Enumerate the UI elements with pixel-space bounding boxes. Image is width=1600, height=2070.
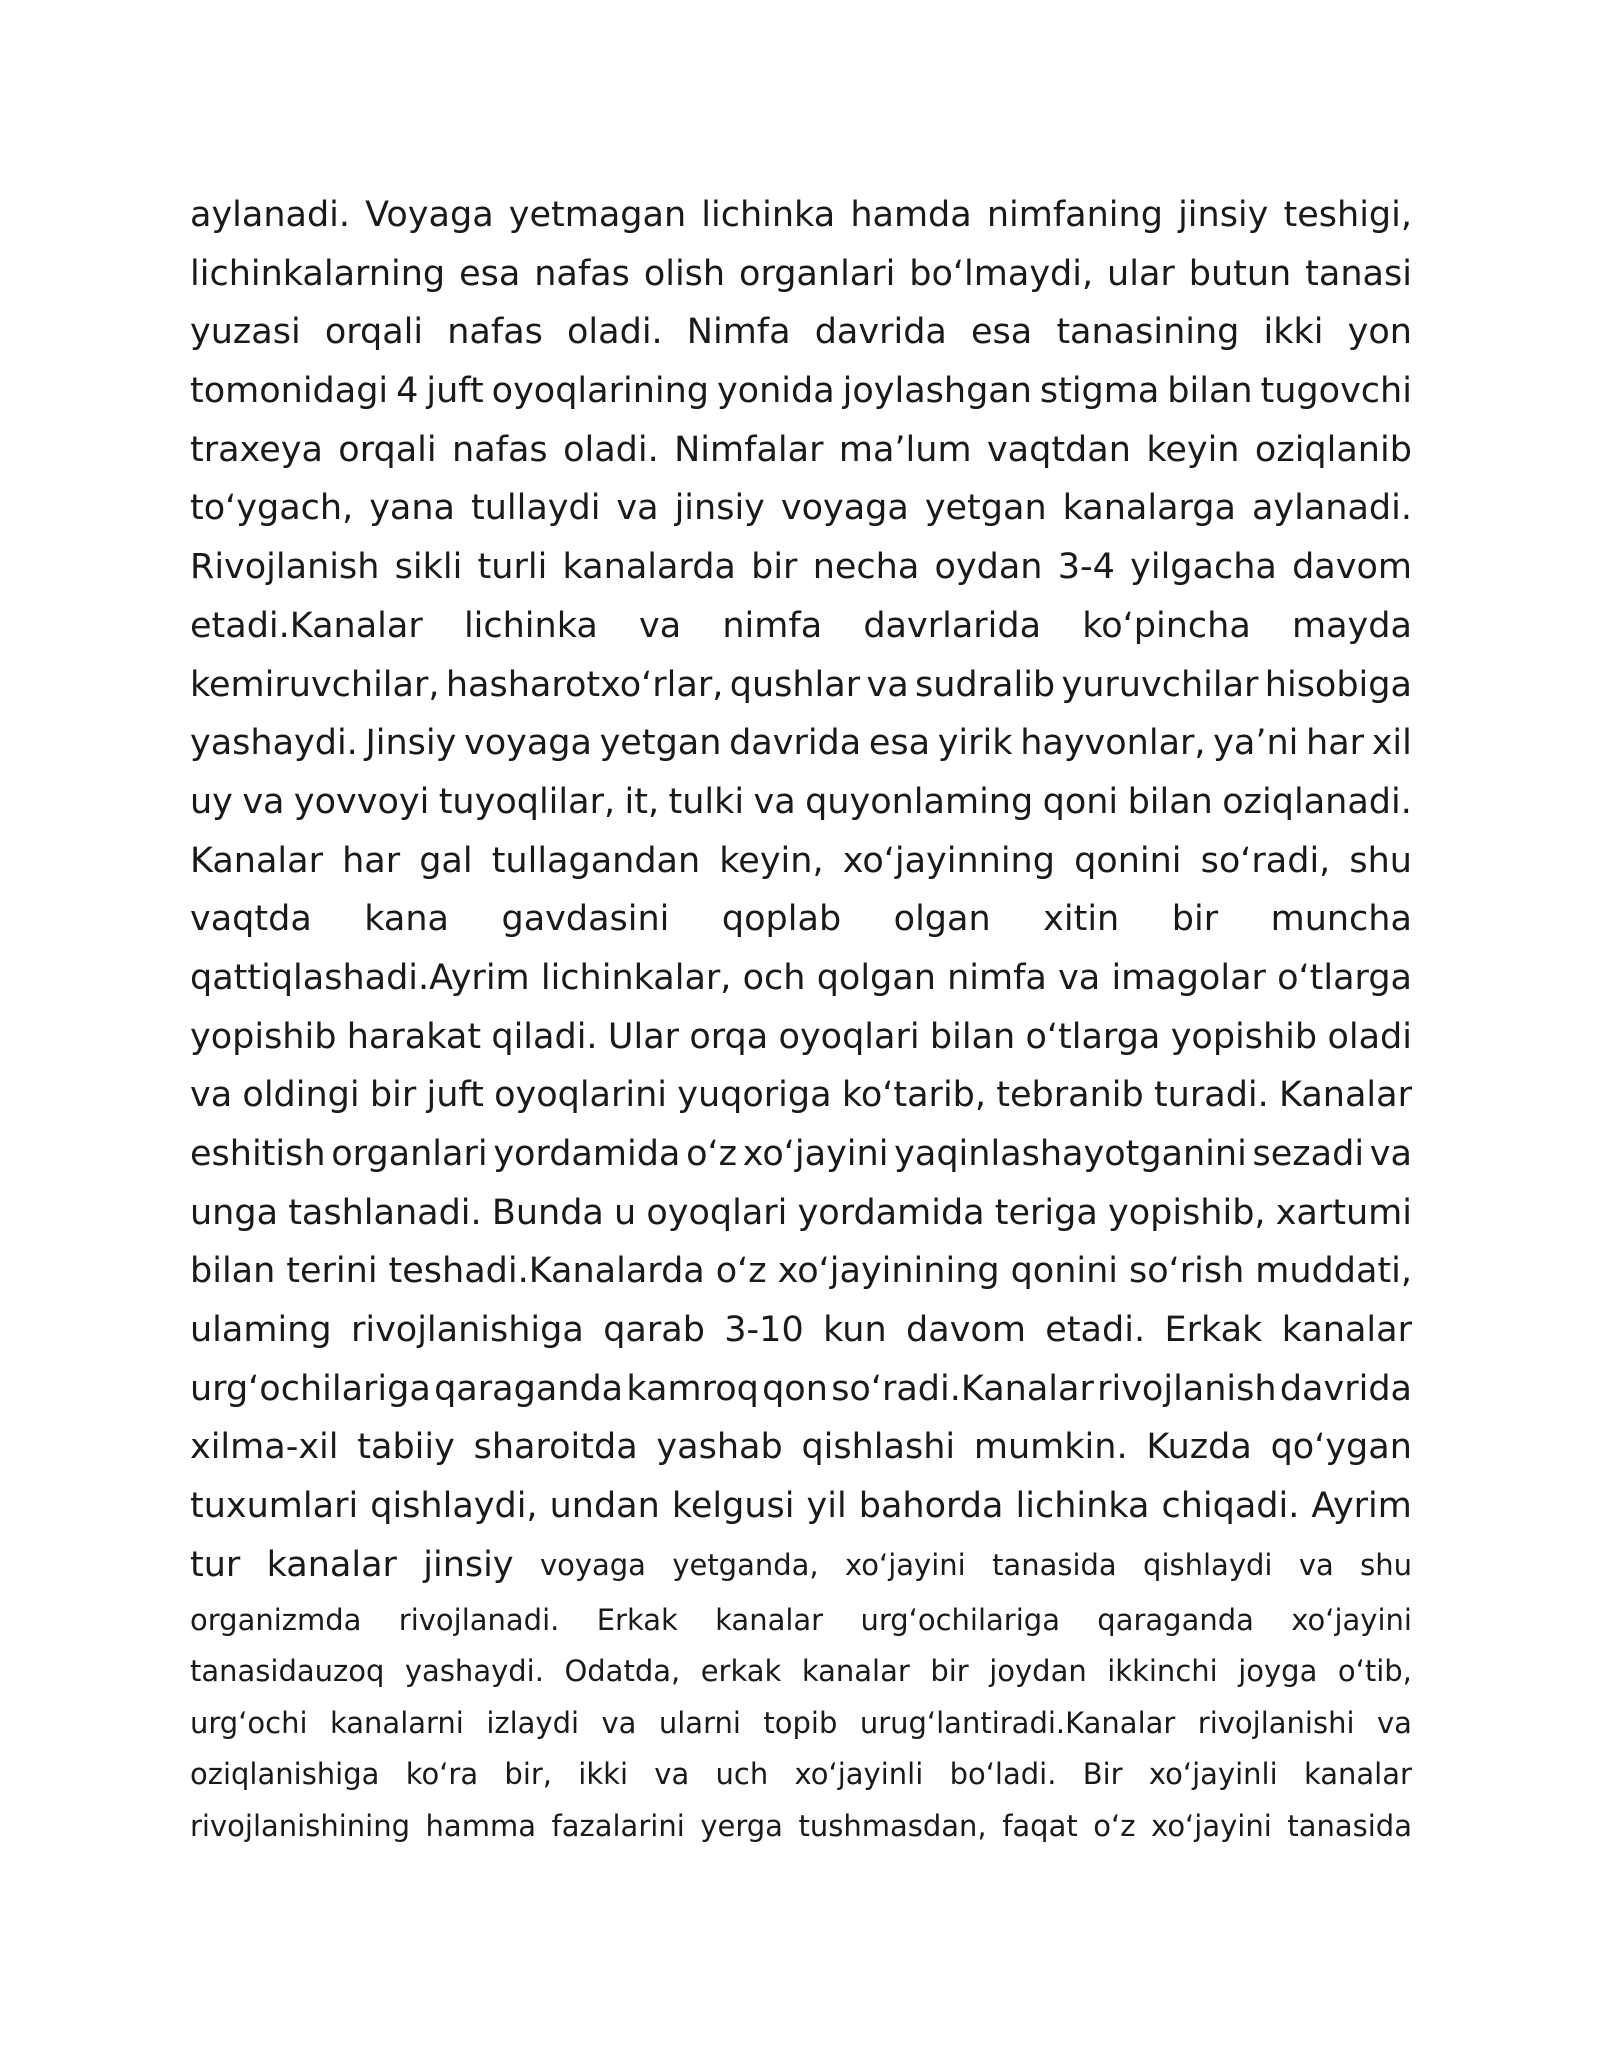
word: yetgan bbox=[599, 723, 722, 764]
text-line bbox=[190, 479, 1412, 538]
word: kanalarda bbox=[562, 547, 736, 588]
word: 4 bbox=[396, 371, 419, 412]
word: kanalar bbox=[715, 1602, 824, 1637]
word: aylanadi. bbox=[190, 195, 351, 235]
word: bilan bbox=[1127, 781, 1213, 822]
word: 3-4 bbox=[1057, 547, 1115, 588]
word: voyaga bbox=[464, 723, 592, 764]
word: teshigi, bbox=[1283, 195, 1412, 235]
word: esa bbox=[868, 723, 931, 764]
word: urgʻochilariga bbox=[190, 1368, 431, 1409]
word: sudralib bbox=[915, 664, 1056, 705]
word: oyoqlarining bbox=[491, 371, 710, 412]
word: lichinka bbox=[701, 195, 836, 235]
word: va bbox=[190, 1075, 233, 1116]
word: jinsiy bbox=[1178, 195, 1269, 235]
word: unga bbox=[190, 1192, 279, 1233]
word: qon bbox=[762, 1368, 828, 1409]
word: fazalarini bbox=[551, 1808, 685, 1843]
word: Kuzda bbox=[1146, 1427, 1252, 1468]
text-line bbox=[190, 362, 1412, 421]
word: keyin, bbox=[719, 840, 824, 881]
word: muddati, bbox=[1255, 1251, 1412, 1292]
body-text bbox=[190, 186, 1412, 1852]
text-line bbox=[190, 1301, 1412, 1360]
word: va bbox=[1298, 1547, 1334, 1582]
word: tullaydi bbox=[470, 488, 601, 529]
word: yashaydi. bbox=[404, 1654, 544, 1688]
word: Rivojlanish bbox=[190, 547, 380, 588]
word: tugovchi bbox=[1260, 371, 1412, 412]
word: oziqlanib bbox=[1254, 429, 1412, 470]
word: qonini bbox=[1010, 1251, 1119, 1292]
text-line bbox=[190, 1360, 1412, 1419]
word: tanasi bbox=[1305, 253, 1412, 294]
word: kun bbox=[823, 1310, 887, 1351]
word: chiqadi. bbox=[1161, 1486, 1300, 1527]
text-line bbox=[190, 1749, 1412, 1801]
word: tushmasdan, bbox=[798, 1808, 987, 1843]
word: oladi bbox=[1327, 1016, 1412, 1057]
word: toʻygach, bbox=[190, 488, 354, 529]
word: tebranib bbox=[996, 1075, 1144, 1116]
word: teriga bbox=[994, 1192, 1098, 1233]
word: yopishib, bbox=[1107, 1192, 1266, 1233]
word: qattiqlashadi.Ayrim bbox=[190, 957, 530, 998]
word: va bbox=[1376, 1705, 1412, 1740]
word: davom bbox=[906, 1310, 1026, 1351]
word: ma’lum bbox=[838, 429, 972, 470]
text-line bbox=[190, 714, 1412, 773]
word: soʻradi.Kanalar bbox=[831, 1368, 1094, 1409]
word: kanalar bbox=[801, 1654, 910, 1688]
word: xoʻjayini bbox=[742, 1134, 889, 1174]
word: oldingi bbox=[242, 1075, 360, 1116]
word: Ular bbox=[607, 1016, 680, 1057]
word: ularni bbox=[658, 1705, 741, 1740]
word: xoʻjayini bbox=[845, 1547, 966, 1582]
word: rivojlanishi bbox=[1197, 1705, 1355, 1740]
word: qarab bbox=[603, 1310, 705, 1351]
word: nimfaning bbox=[986, 195, 1163, 235]
word: bilan bbox=[1167, 371, 1253, 412]
word: yashab bbox=[656, 1427, 783, 1468]
word: oladi. bbox=[567, 312, 663, 353]
word: vaqtda bbox=[190, 899, 312, 940]
word: etadi.Kanalar bbox=[190, 605, 423, 646]
word: yilgacha bbox=[1130, 547, 1277, 588]
word: sezadi bbox=[1252, 1134, 1365, 1174]
word: turadi. bbox=[1153, 1075, 1269, 1116]
word: Jinsiy bbox=[365, 723, 457, 764]
word: yordamida bbox=[493, 1134, 681, 1174]
word: organlari bbox=[739, 253, 896, 294]
word: orqali bbox=[324, 312, 424, 353]
word: kamroq bbox=[626, 1368, 759, 1409]
word: ikki bbox=[578, 1757, 628, 1791]
word: xilma-xil bbox=[190, 1427, 339, 1468]
word: voyaga bbox=[539, 1547, 646, 1582]
word: qoni bbox=[1042, 781, 1119, 822]
word: tuyoqlilar, bbox=[438, 781, 616, 822]
word: xartumi bbox=[1275, 1192, 1412, 1233]
word: oyoqlari bbox=[778, 1016, 920, 1057]
word: kanalar bbox=[266, 1544, 397, 1585]
word: va bbox=[639, 605, 682, 646]
word: davrida bbox=[729, 723, 862, 764]
word: urgʻochilariga bbox=[860, 1602, 1060, 1637]
word: bir bbox=[369, 1075, 417, 1116]
word: erkak bbox=[700, 1654, 782, 1688]
word: yirik bbox=[937, 723, 1013, 764]
word: Nimfalar bbox=[674, 429, 824, 470]
text-line bbox=[190, 1008, 1412, 1067]
word: Bunda bbox=[491, 1192, 604, 1233]
word: Voyaga bbox=[365, 195, 494, 235]
word: gal bbox=[419, 840, 473, 881]
word: jinsiy bbox=[423, 1544, 514, 1585]
word: qoʻygan bbox=[1270, 1427, 1412, 1468]
word: joylashgan bbox=[842, 371, 1032, 412]
word: shu bbox=[1360, 1547, 1412, 1582]
word: Bir bbox=[1082, 1757, 1123, 1791]
text-line bbox=[190, 421, 1412, 480]
word: yaqinlashayotganini bbox=[894, 1134, 1247, 1174]
word: tanasida bbox=[1287, 1808, 1412, 1843]
word: tulki bbox=[668, 781, 745, 822]
word: kanalarga bbox=[1062, 488, 1236, 529]
word: bir bbox=[751, 547, 798, 588]
word: ikkinchi bbox=[1107, 1654, 1218, 1688]
word: orqa bbox=[689, 1016, 769, 1057]
word: necha bbox=[812, 547, 920, 588]
word: quyonlaming bbox=[805, 781, 1034, 822]
word: stigma bbox=[1039, 371, 1160, 412]
paragraph-small-text bbox=[190, 1595, 1412, 1853]
text-line bbox=[190, 1477, 1412, 1536]
word: oʻz bbox=[686, 1134, 738, 1174]
word: turli bbox=[477, 547, 548, 588]
word: undan bbox=[549, 1486, 660, 1527]
word: boʻladi. bbox=[949, 1757, 1057, 1791]
word: yetmagan bbox=[508, 195, 687, 235]
word: xoʻjayinning bbox=[842, 840, 1055, 881]
text-line bbox=[190, 1242, 1412, 1301]
text-line bbox=[190, 1184, 1412, 1243]
word: harakat bbox=[346, 1016, 482, 1057]
word: tomonidagi bbox=[190, 371, 389, 412]
word: esa bbox=[970, 312, 1033, 353]
word: soʻrish bbox=[1128, 1251, 1245, 1292]
word: lichinkalarning bbox=[190, 253, 446, 294]
word: mayda bbox=[1292, 605, 1412, 646]
text-line bbox=[190, 597, 1412, 656]
word: izlaydi bbox=[486, 1705, 580, 1740]
word: hasharotxoʻrlar, bbox=[445, 664, 724, 705]
word: 3-10 bbox=[724, 1310, 804, 1351]
word: hamda bbox=[850, 195, 972, 235]
word: hisobiga bbox=[1264, 664, 1412, 705]
word: oladi. bbox=[563, 429, 659, 470]
word: kemiruvchilar, bbox=[190, 664, 440, 705]
text-line bbox=[190, 890, 1412, 949]
word: juft bbox=[426, 1075, 484, 1116]
word: yuzasi bbox=[190, 312, 301, 353]
word: har bbox=[342, 840, 401, 881]
text-line bbox=[190, 303, 1412, 362]
word: lichinkalar, bbox=[540, 957, 732, 998]
word: bilan bbox=[929, 1016, 1016, 1057]
word: tashlanadi. bbox=[288, 1192, 482, 1233]
word: terini bbox=[286, 1251, 378, 1292]
word: bir bbox=[930, 1654, 969, 1688]
word: qaraganda bbox=[1097, 1602, 1254, 1637]
word: boʻlmaydi, bbox=[909, 253, 1094, 294]
word: organizmda bbox=[190, 1602, 362, 1637]
word: butun bbox=[1188, 253, 1292, 294]
word: nafas bbox=[534, 253, 630, 294]
word: oʻz bbox=[715, 1251, 767, 1292]
text-line bbox=[190, 1646, 1412, 1698]
word: qiladi. bbox=[491, 1016, 598, 1057]
text-line bbox=[190, 1595, 1412, 1647]
word: tanasining bbox=[1056, 312, 1240, 353]
word: vaqtdan bbox=[986, 429, 1131, 470]
word: yon bbox=[1347, 312, 1412, 353]
word: oziqlanishiga bbox=[190, 1757, 380, 1791]
word: yil bbox=[806, 1486, 847, 1527]
word: davom bbox=[1292, 547, 1412, 588]
word: oyoqlari bbox=[646, 1192, 788, 1233]
word: koʻra bbox=[405, 1757, 479, 1791]
word: hayvonlar, bbox=[1020, 723, 1206, 764]
text-line bbox=[190, 245, 1412, 304]
word: va bbox=[601, 1705, 637, 1740]
text-line bbox=[190, 773, 1412, 832]
word: joyga bbox=[1238, 1654, 1318, 1688]
word: sikli bbox=[394, 547, 463, 588]
word: xoʻjayinli bbox=[1148, 1757, 1278, 1791]
word: gavdasini bbox=[501, 899, 670, 940]
word: mumkin. bbox=[973, 1427, 1128, 1468]
word: Kanalar bbox=[190, 840, 323, 881]
word: kanalar bbox=[1303, 1757, 1412, 1791]
word: ya’ni bbox=[1213, 723, 1299, 764]
word: qoplab bbox=[721, 899, 842, 940]
word: oydan bbox=[934, 547, 1043, 588]
word: qishlaydi, bbox=[370, 1486, 538, 1527]
word: tanasida bbox=[992, 1547, 1117, 1582]
word: faqat bbox=[1002, 1808, 1078, 1843]
word: soʻradi, bbox=[1200, 840, 1331, 881]
word: va bbox=[242, 781, 285, 822]
word: xitin bbox=[1043, 899, 1120, 940]
word: och bbox=[742, 957, 806, 998]
word: Kanalar bbox=[1279, 1075, 1412, 1116]
word: xoʻjayini bbox=[1291, 1602, 1412, 1637]
word: koʻpincha bbox=[1082, 605, 1251, 646]
word: sharoitda bbox=[473, 1427, 638, 1468]
word: ikki bbox=[1263, 312, 1324, 353]
word: ular bbox=[1107, 253, 1175, 294]
word: har bbox=[1306, 723, 1365, 764]
word: it, bbox=[624, 781, 660, 822]
text-line bbox=[190, 538, 1412, 597]
text-line bbox=[190, 1698, 1412, 1750]
word: yetgan bbox=[924, 488, 1047, 529]
word: tuxumlari bbox=[190, 1486, 359, 1527]
word: etadi. bbox=[1045, 1310, 1146, 1351]
word: va bbox=[1058, 957, 1101, 998]
mixed-size-text-line bbox=[190, 1536, 1412, 1595]
text-line bbox=[190, 186, 1412, 245]
word: oziqlanadi. bbox=[1222, 781, 1412, 822]
word: davrida bbox=[1279, 1368, 1412, 1409]
word: traxeya bbox=[190, 429, 323, 470]
word: Erkak bbox=[1164, 1310, 1263, 1351]
word: uch bbox=[715, 1757, 769, 1791]
word: Nimfa bbox=[686, 312, 791, 353]
text-line bbox=[190, 1066, 1412, 1125]
word: tanasidauzoq bbox=[190, 1654, 385, 1688]
word: shu bbox=[1349, 840, 1412, 881]
word: urgʻochi bbox=[190, 1705, 308, 1740]
word: bilan bbox=[190, 1251, 276, 1292]
word: nimfa bbox=[722, 605, 823, 646]
word: davrlarida bbox=[863, 605, 1042, 646]
word: urugʻlantiradi.Kanalar bbox=[859, 1705, 1176, 1740]
word: yerga bbox=[700, 1808, 783, 1843]
word: davrida bbox=[814, 312, 947, 353]
word: yetganda, bbox=[672, 1547, 819, 1582]
word: joydan bbox=[989, 1654, 1087, 1688]
text-line bbox=[190, 1801, 1412, 1853]
word: yana bbox=[369, 488, 455, 529]
word: qaraganda bbox=[434, 1368, 624, 1409]
word: yuruvchilar bbox=[1061, 664, 1259, 705]
word: voyaga bbox=[780, 488, 909, 529]
word: xoʻjayinining bbox=[777, 1251, 1000, 1292]
word: va bbox=[753, 781, 796, 822]
word: bir bbox=[1171, 899, 1219, 940]
word: tabiiy bbox=[357, 1427, 455, 1468]
word: Odatda, bbox=[564, 1654, 681, 1688]
word: va bbox=[654, 1757, 690, 1791]
word: rivojlanishiga bbox=[350, 1310, 584, 1351]
word: keyin bbox=[1146, 429, 1240, 470]
word: esa bbox=[459, 253, 521, 294]
word: qishlaydi bbox=[1143, 1547, 1273, 1582]
word: organlari bbox=[331, 1134, 488, 1174]
text-line bbox=[190, 1418, 1412, 1477]
word: yonida bbox=[716, 371, 835, 412]
word: va bbox=[616, 488, 659, 529]
word: yashaydi. bbox=[190, 723, 358, 764]
word: yordamida bbox=[797, 1192, 985, 1233]
word: yovvoyi bbox=[293, 781, 430, 822]
word: lichinka bbox=[463, 605, 598, 646]
word: teshadi.Kanalarda bbox=[388, 1251, 705, 1292]
word: qolgan bbox=[816, 957, 936, 998]
word: hamma bbox=[425, 1808, 536, 1843]
word: xoʻjayini bbox=[1151, 1808, 1272, 1843]
word: olish bbox=[643, 253, 726, 294]
word: oʻtib, bbox=[1337, 1654, 1412, 1688]
text-line bbox=[190, 832, 1412, 891]
word: u bbox=[614, 1192, 637, 1233]
word: bir, bbox=[504, 1757, 553, 1791]
word: topib bbox=[763, 1705, 838, 1740]
word: Ayrim bbox=[1311, 1486, 1412, 1527]
word: oʻz bbox=[1093, 1808, 1136, 1843]
word: yopishib bbox=[190, 1016, 337, 1057]
word: va bbox=[1369, 1134, 1412, 1174]
word: imagolar bbox=[1111, 957, 1266, 998]
word: va bbox=[866, 664, 909, 705]
word: oʻtlarga bbox=[1025, 1016, 1161, 1057]
word: ulaming bbox=[190, 1310, 332, 1351]
word: rivojlanish bbox=[1097, 1368, 1277, 1409]
word: rivojlanishining bbox=[190, 1808, 410, 1843]
word: uy bbox=[190, 781, 233, 822]
paragraph-large-text bbox=[190, 186, 1412, 1536]
text-line bbox=[190, 656, 1412, 715]
word: rivojlanadi. bbox=[398, 1602, 560, 1637]
word: kanalarni bbox=[329, 1705, 464, 1740]
word: yopishib bbox=[1170, 1016, 1318, 1057]
word: nafas bbox=[452, 429, 548, 470]
word: oyoqlarini bbox=[494, 1075, 668, 1116]
word: lichinka bbox=[1015, 1486, 1150, 1527]
word: aylanadi. bbox=[1251, 488, 1412, 529]
word: Erkak bbox=[596, 1602, 678, 1637]
word: olgan bbox=[893, 899, 991, 940]
word: kanalar bbox=[1281, 1310, 1412, 1351]
word: qishlashi bbox=[801, 1427, 956, 1468]
word: xil bbox=[1371, 723, 1412, 764]
word: yuqoriga bbox=[677, 1075, 832, 1116]
word: koʻtarib, bbox=[841, 1075, 987, 1116]
word: nafas bbox=[447, 312, 543, 353]
text-line bbox=[190, 1125, 1412, 1184]
word: orqali bbox=[338, 429, 437, 470]
word: xoʻjayinli bbox=[794, 1757, 924, 1791]
word: qonini bbox=[1074, 840, 1182, 881]
word: muncha bbox=[1270, 899, 1412, 940]
word: jinsiy bbox=[674, 488, 765, 529]
word: kana bbox=[364, 899, 449, 940]
word: kelgusi bbox=[671, 1486, 795, 1527]
word: qushlar bbox=[729, 664, 861, 705]
word: tullagandan bbox=[491, 840, 701, 881]
word: nimfa bbox=[947, 957, 1047, 998]
word: eshitish bbox=[190, 1134, 326, 1174]
text-line bbox=[190, 949, 1412, 1008]
word: oʻtlarga bbox=[1277, 957, 1412, 998]
word: bahorda bbox=[858, 1486, 1004, 1527]
word: tur bbox=[190, 1544, 241, 1585]
word: juft bbox=[426, 371, 484, 412]
